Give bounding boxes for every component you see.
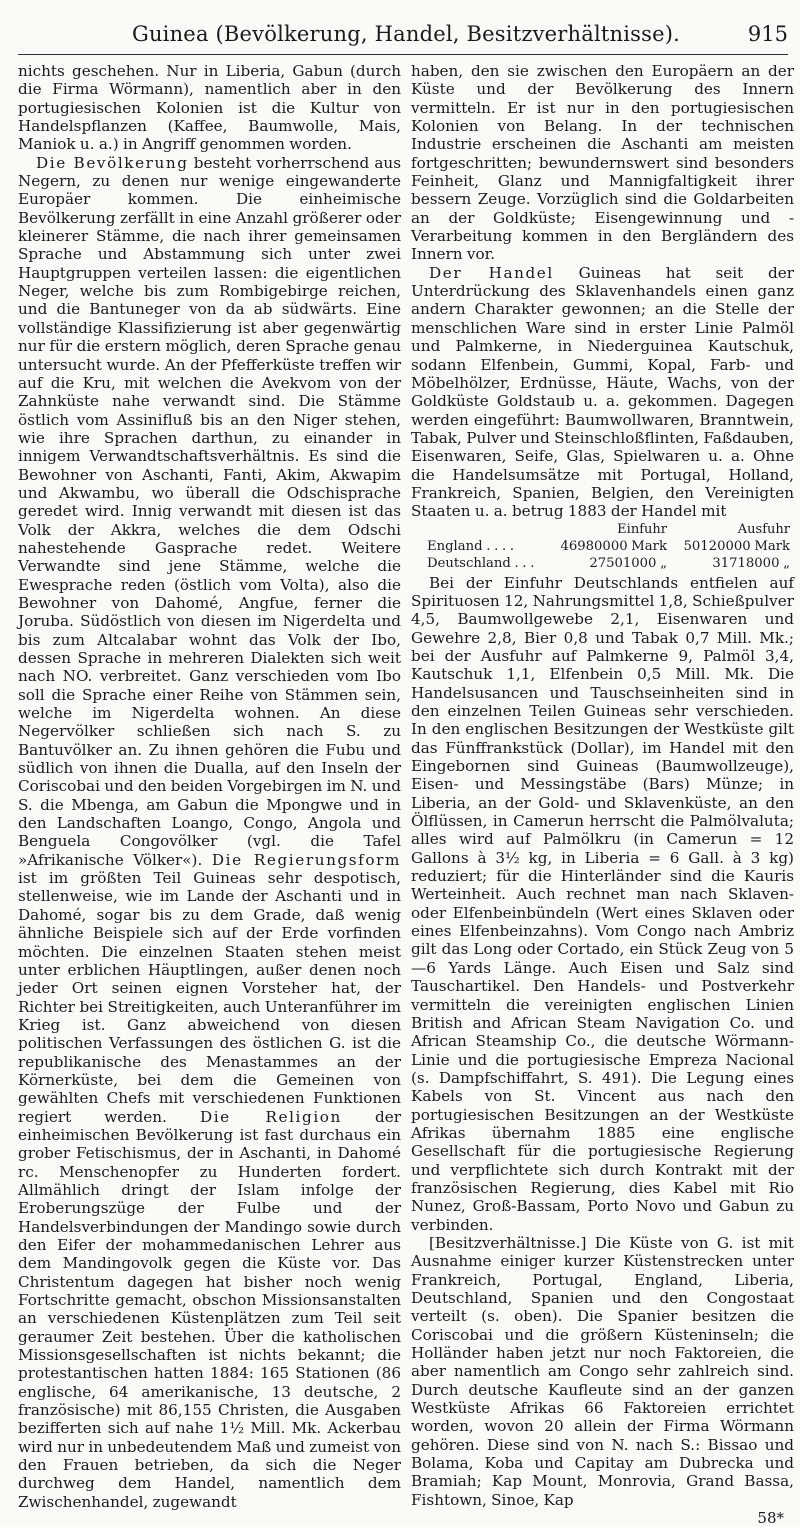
table-header-export: Ausfuhr (737, 521, 790, 537)
table-row (411, 555, 794, 572)
right-column (411, 62, 794, 1527)
table-cell-country: Deutschland . . . (427, 555, 535, 571)
paragraph-text: Guineas hat seit der Unterdrückung des Sklavenhandels einen ganz andern Charakter gewonnen; an die Stelle der menschlichen Ware sind in erster Linie Palmöl und Palmkerne, in Niederguinea Kautschuk, sodann Elfenbein, Gummi, Kopal, Farb- und Möbelhölzer, Erdnüsse, Häute, Wachs, von der Goldküste Goldstaub u. a. gekommen. Dagegen werden eingeführt: Baumwollwaren, Branntwein, Tabak, Pulver und Steinschloßflinten, Faßdauben, Eisenwaren, Seife, Glas, Spielwaren u. a. Ohne die Handelsumsätze mit Portugal, Holland, Frankreich, Spanien, Belgien, den Vereinigten Staaten u. a. betrug 1883 der Handel mit (411, 263, 795, 521)
table-header-import: Einfuhr (617, 521, 667, 537)
section-heading: Die Bevölkerung (36, 153, 189, 172)
running-title: Guinea (Bevölkerung, Handel, Besitzverhältnisse). (131, 22, 681, 46)
paragraph-text: Die Küste von G. ist mit Ausnahme einiger kurzer Küstenstrecken unter Frankreich, Portugal, England, Liberia, Deutschland, Spanien und den Congostaat verteilt (s. oben). Die Spanier besitzen die Coriscobai und die größern Küsteninseln; die Holländer haben jetzt nur noch Faktoreien, die aber namentlich am Congo sehr zahlreich sind. Durch deutsche Kaufleute sind an der ganzen Westküste Afrikas 66 Faktoreien errichtet worden, wovon 20 allein der Firma Wörmann gehören. Diese sind von N. nach S.: Bissao und Bolama, Koba und Capitay am Dubrecka und Bramiah; Kap Mount, Monrovia, Grand Bassa, Fishtown, Sinoe, Kap (411, 1233, 794, 1509)
trade-table (411, 521, 794, 572)
paragraph: Bei der Einfuhr Deutschlands entfielen auf Spirituosen 12, Nahrungsmittel 1,8, Schießpulver 4,5, Baumwollgewebe 2,1, Eisenwaren und Gewehre 2,8, Bier 0,8 und Tabak 0,7 Mill. Mk.; bei der Ausfuhr auf Palmkerne 9, Palmöl 3,4, Kautschuk 1,1, Elfenbein 0,5 Mill. Mk. Die Handelsusancen und Tauschseinheiten sind in den einzelnen Teilen Guineas sehr verschieden. In den englischen Besitzungen der Westküste gilt das Fünffrankstück (Dollar), im Handel mit den Eingebornen sind Guineas (Baumwollzeuge), Eisen- und Messingstäbe (Bars) Münze; in Liberia, an der Gold- und Sklavenküste, an den Ölflüssen, in Camerun herrscht die Palmölvaluta; alles wird auf Palmölkru (in Camerun = 12 Gallons à 3½ kg, in Liberia = 6 Gall. à 3 kg) reduziert; für die Hinterländer sind die Kauris Werteinheit. Auch rechnet man nach Sklaven- oder Elfenbeinbündeln (Wert eines Sklaven oder eines Elfenbeinzahns). Vom Congo nach Ambriz gilt das Long oder Cortado, ein Stück Zeug von 5—6 Yards Länge. Auch Eisen und Salz sind Tauschartikel. Den Handels- und Postverkehr vermitteln die vereinigten englischen Linien British and African Steam Navigation Co. und African Steamship Co., die deutsche Wörmann-Linie und die portugiesische Empreza Nacional (s. Dampfschiffahrt, S. 491). Die Legung eines Kabels von St. Vincent aus nach den portugiesischen Besitzungen an der Westküste Afrikas übernahm 1885 eine englische Gesellschaft für die portugiesische Regierung und verpflichtete sich durch Kontrakt mit der französischen Regierung, dies Kabel mit Rio Nunez, Groß-Bassam, Porto Novo und Gabun zu verbinden. (411, 573, 794, 1234)
table-header-blank (411, 521, 548, 538)
section-heading: Der Handel (429, 263, 554, 282)
table-cell-import: 27501000 „ (589, 555, 667, 571)
paragraph (18, 154, 401, 1511)
table-cell-export: 50120000 Mark (683, 538, 790, 554)
page-header (18, 22, 794, 56)
paragraph (411, 264, 794, 521)
paragraph-text: besteht vorherrschend aus Negern, zu denen nur wenige eingewanderte Europäer kommen. Die einheimische Bevölkerung zerfällt in eine Anzahl größerer oder kleinerer Stämme, die nach ihrer gemeinsamen Sprache und Abstammung sich unter zwei Hauptgruppen verteilen lassen: die eigentlichen Neger, welche bis zum Rombigebirge reichen, und die Bantuneger von da ab südwärts. Eine vollständige Klassifizierung ist aber gegenwärtig nur für die erstern möglich, deren Sprache genau untersucht wurde. An der Pfefferküste treffen wir auf die Kru, mit welchen die Avekvom von der Zahnküste nahe verwandt sind. Die Stämme östlich vom Assinifluß bis an den Niger stehen, wie ihre Sprachen darthun, zu einander in innigem Verwandtschaftsverhältnis. Es sind die Bewohner von Aschanti, Fanti, Akim, Akwapim und Akwambu, wo überall die Odschisprache geredet wird. Innig verwandt mit diesen ist das Volk der Akkra, welches die dem Odschi nahestehende Gasprache redet. Weitere Verwandte sind jene Stämme, welche die Ewesprache reden (östlich vom Volta), also die Bewohner von Dahomé, Angfue, ferner die Joruba. Südöstlich von diesen im Nigerdelta und bis zum Altcalabar wohnt das Volk der Ibo, dessen Sprache in mehreren Dialekten sich weit nach NO. verbreitet. Ganz verschieden vom Ibo soll die Sprache einer Reihe von Stämmen sein, welche im Nigerdelta wohnen. An diese Negervölker schließen sich nach S. zu Bantuvölker an. Zu ihnen gehören die Fubu und südlich von ihnen die Dualla, auf den Inseln der Coriscobai und den beiden Vorgebirgen im N. und S. die Mbenga, am Gabun die Mpongwe und in den Landschaften Loango, Congo, Angola und Benguela Congovölker (vgl. die Tafel »Afrikanische Völker«). (18, 153, 401, 869)
table-header-row (411, 521, 794, 538)
text-columns (18, 62, 794, 1527)
left-column (18, 62, 401, 1527)
section-heading: [Besitzverhältnisse.] (429, 1233, 587, 1252)
header-rule (18, 54, 788, 55)
paragraph: nichts geschehen. Nur in Liberia, Gabun (durch die Firma Wörmann), namentlich aber in den portugiesischen Kolonien ist die Kultur von Handelspflanzen (Kaffee, Baumwolle, Mais, Maniok u. a.) in Angriff genommen worden. (18, 62, 401, 154)
paragraph: haben, den sie zwischen den Europäern an der Küste und der Bevölkerung des Innern vermitteln. Er ist nur in den portugiesischen Kolonien von Belang. In der technischen Industrie erscheinen die Aschanti am meisten fortgeschritten; bewundernswert sind besonders Feinheit, Glanz und Mannigfaltigkeit ihrer bessern Zeuge. Vorzüglich sind die Goldarbeiten an der Goldküste; Eisengewinnung und -Verarbeitung kommen in den Bergländern des Innern vor. (411, 62, 794, 264)
section-heading: Die Religion (199, 1107, 342, 1126)
table-cell-import: 46980000 Mark (560, 538, 667, 554)
paragraph-text: ist im größten Teil Guineas sehr despotisch, stellenweise, wie im Lande der Aschanti und in Dahomé, sogar bis zu dem Grade, daß wenig ähnliche Beispiele sich auf der Erde vorfinden möchten. Die einzelnen Staaten stehen meist unter erblichen Häuptlingen, außer denen noch jeder Ort seinen eignen Vorsteher hat, der Richter bei Streitigkeiten, auch Unteranführer im Krieg ist. Ganz abweichend von diesen politischen Verfassungen des östlichen G. ist die republikanische des Menastammes an der Körnerküste, bei dem die Gemeinen von gewählten Chefs mit verschiedenen Funktionen regiert werden. (18, 869, 401, 1126)
page-number: 915 (747, 22, 788, 46)
table-cell-export: 31718000 „ (712, 555, 790, 571)
table-row (411, 538, 794, 555)
signature-mark: 58* (757, 1509, 784, 1527)
paragraph (411, 1234, 794, 1509)
paragraph-text: der einheimischen Bevölkerung ist fast durchaus ein grober Fetischismus, der in Aschanti, in Dahomé rc. Menschenopfer zu Hunderten fordert. Allmählich dringt der Islam infolge der Eroberungszüge der Fulbe und der Handelsverbindungen der Mandingo sowie durch den Eifer der mohammedanischen Lehrer aus dem Mandingovolk gegen die Küste vor. Das Christentum dagegen hat bisher noch wenig Fortschritte gemacht, obschon Missionsanstalten an verschiedenen Küstenplätzen zum Teil seit geraumer Zeit bestehen. Über die katholischen Missionsgesellschaften ist nichts bekannt; die protestantischen hatten 1884: 165 Stationen (86 englische, 64 amerikanische, 13 deutsche, 2 französische) mit 86,155 Christen, die Ausgaben bezifferten sich auf nahe 1½ Mill. Mk. Ackerbau wird nur in unbedeutendem Maß und zumeist von den Frauen betrieben, da sich die Neger durchweg dem Handel, namentlich dem Zwischenhandel, zugewandt (18, 1107, 402, 1511)
section-heading: Die Regierungsform (211, 850, 401, 869)
table-cell-country: England . . . . (427, 538, 515, 554)
